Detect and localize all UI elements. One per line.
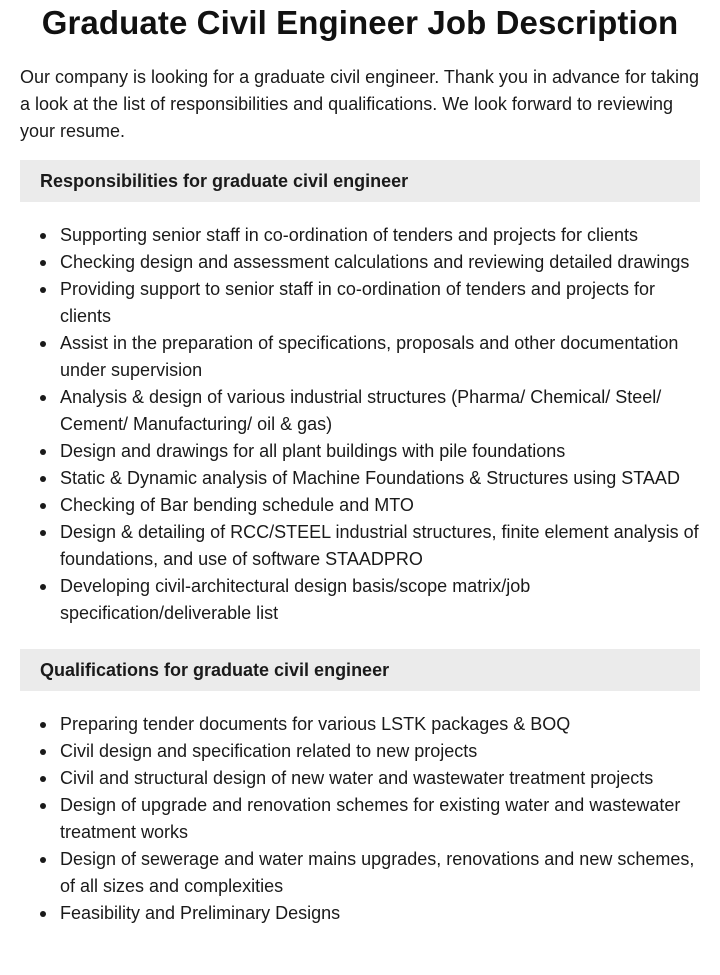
bullet-icon [40,476,46,482]
responsibility-text: Supporting senior staff in co-ordination of tenders and projects for clients [60,225,638,245]
qualifications-list [20,691,700,927]
bullet-icon [40,857,46,863]
bullet-icon [40,911,46,917]
bullet-icon [40,530,46,536]
responsibility-item [20,276,700,330]
qualification-text: Design of upgrade and renovation schemes for existing water and wastewater treatment works [60,795,681,842]
responsibility-text: Design and drawings for all plant buildings with pile foundations [60,441,566,461]
responsibility-text: Analysis & design of various industrial structures (Pharma/ Chemical/ Steel/ Cement/ Manufacturing/ oil & gas) [60,387,662,434]
bullet-icon [40,233,46,239]
bullet-icon [40,722,46,728]
bullet-icon [40,776,46,782]
responsibility-item [20,573,700,627]
responsibility-text: Checking of Bar bending schedule and MTO [60,495,414,515]
responsibility-text: Design & detailing of RCC/STEEL industrial structures, finite element analysis of foundations, and use of software STAADPRO [60,522,699,569]
qualification-item [20,900,700,927]
bullet-icon [40,749,46,755]
bullet-icon [40,803,46,809]
responsibility-item [20,222,700,249]
responsibility-item [20,492,700,519]
qualifications-heading: Qualifications for graduate civil engineer [20,649,700,691]
responsibility-text: Checking design and assessment calculations and reviewing detailed drawings [60,252,690,272]
intro-paragraph: Our company is looking for a graduate civil engineer. Thank you in advance for taking a look at the list of responsibilities and qualifications. We look forward to reviewing your resume. [20,67,700,141]
responsibilities-heading: Responsibilities for graduate civil engineer [20,160,700,202]
qualification-text: Design of sewerage and water mains upgrades, renovations and new schemes, of all sizes and complexities [60,849,695,896]
responsibility-item [20,465,700,492]
responsibility-text: Assist in the preparation of specifications, proposals and other documentation under supervision [60,333,679,380]
responsibility-text: Providing support to senior staff in co-ordination of tenders and projects for clients [60,279,656,326]
responsibility-item [20,384,700,438]
qualification-text: Feasibility and Preliminary Designs [60,903,341,923]
responsibility-text: Static & Dynamic analysis of Machine Foundations & Structures using STAAD [60,468,680,488]
page-title: Graduate Civil Engineer Job Description [41,4,679,41]
qualification-text: Preparing tender documents for various LSTK packages & BOQ [60,714,571,734]
qualification-item [20,846,700,900]
responsibility-item [20,438,700,465]
qualification-item [20,792,700,846]
qualification-item [20,738,700,765]
bullet-icon [40,395,46,401]
qualification-item [20,765,700,792]
responsibility-item [20,519,700,573]
bullet-icon [40,584,46,590]
responsibility-text: Developing civil-architectural design basis/scope matrix/job specification/deliverable list [60,576,531,623]
bullet-icon [40,287,46,293]
bullet-icon [40,503,46,509]
responsibility-item [20,330,700,384]
qualification-text: Civil design and specification related to new projects [60,741,478,761]
responsibility-item [20,249,700,276]
responsibilities-list [20,202,700,644]
qualification-text: Civil and structural design of new water and wastewater treatment projects [60,768,654,788]
bullet-icon [40,449,46,455]
qualification-item [20,711,700,738]
bullet-icon [40,260,46,266]
bullet-icon [40,341,46,347]
